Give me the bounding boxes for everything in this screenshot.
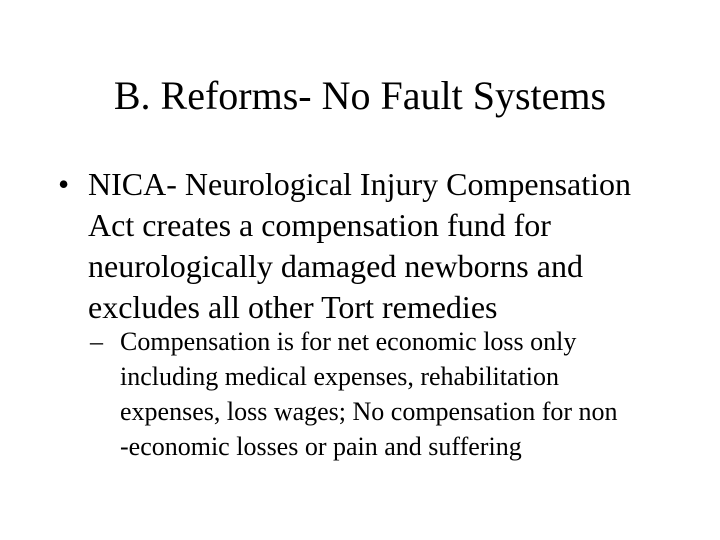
sub-bullet-line: expenses, loss wages; No compensation for non: [120, 397, 618, 426]
bullet-line: Act creates a compensation fund for: [88, 207, 551, 243]
bullet-line: excludes all other Tort remedies: [88, 289, 498, 325]
bullet-line: neurologically damaged newborns and: [88, 248, 583, 284]
bullet-text: [58, 164, 678, 328]
bullet-line: NICA- Neurological Injury Compensation: [88, 166, 631, 202]
sub-bullet-item: [90, 324, 680, 464]
slide-title: B. Reforms- No Fault Systems: [113, 73, 607, 118]
sub-bullet-line: -economic losses or pain and suffering: [120, 432, 522, 461]
sub-bullet-line: Compensation is for net economic loss only: [120, 327, 577, 356]
sub-bullet-marker: –: [90, 327, 103, 356]
bullet-marker: •: [58, 166, 70, 202]
sub-bullet-line: including medical expenses, rehabilitation: [120, 362, 559, 391]
sub-bullet-text: [90, 324, 680, 464]
bullet-item: [58, 164, 678, 328]
